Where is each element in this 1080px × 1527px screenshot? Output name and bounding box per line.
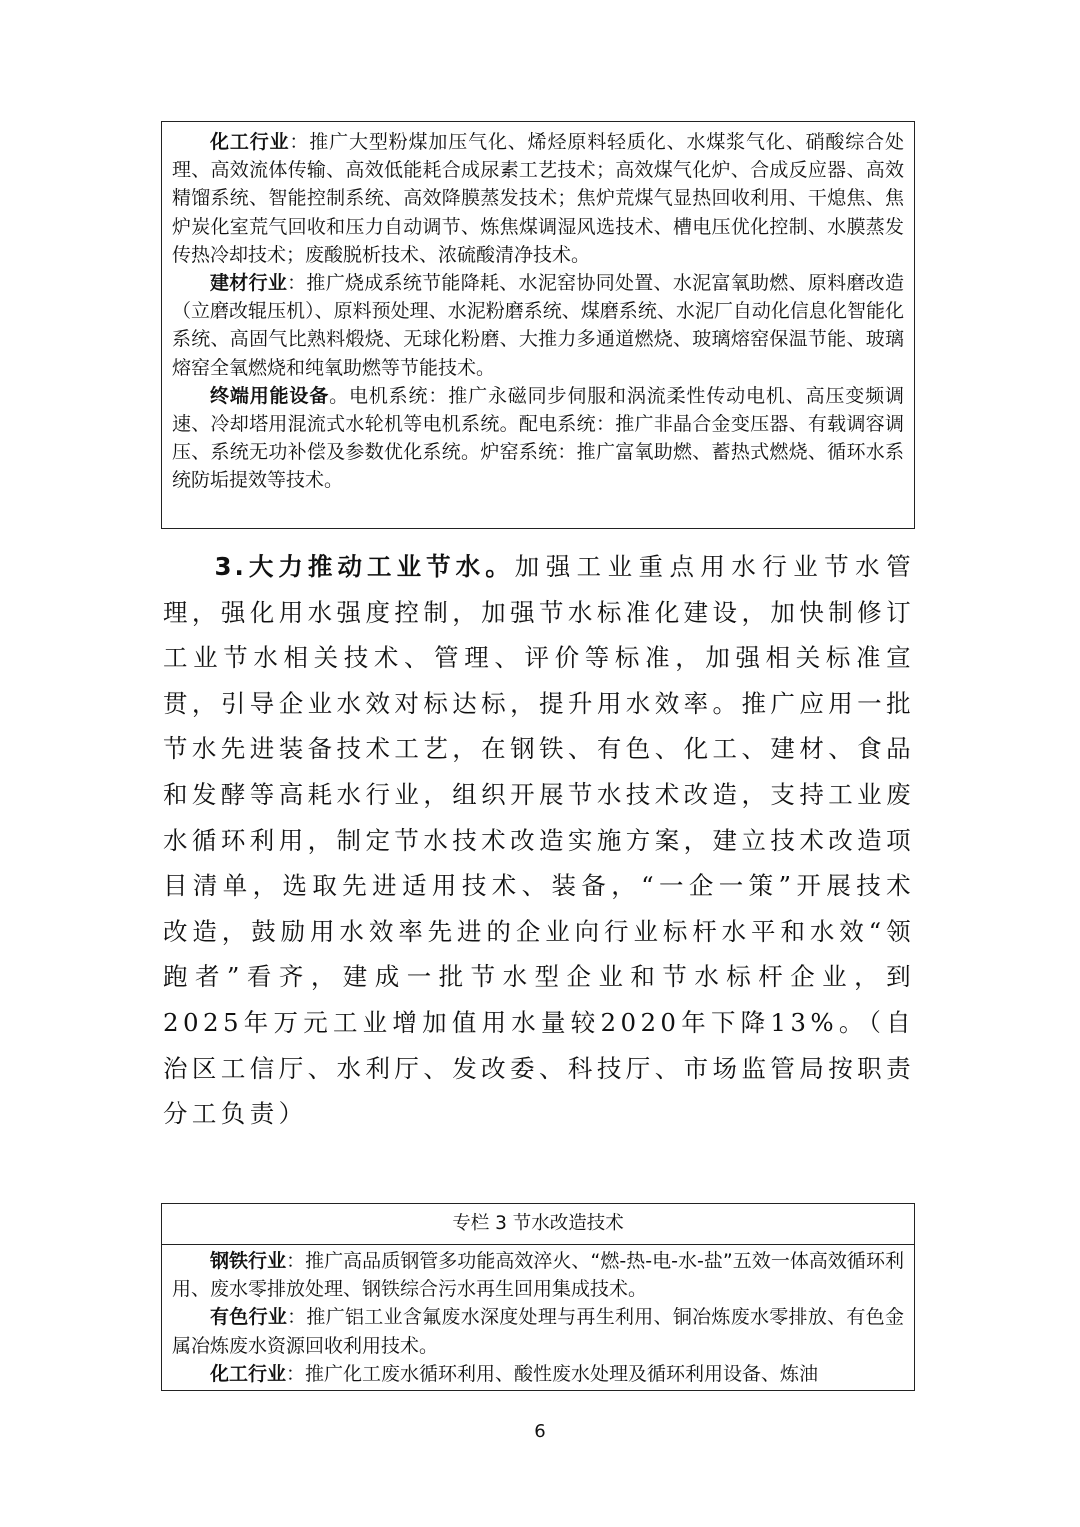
paragraph-label: 化工行业 (210, 1362, 287, 1385)
paragraph-label: 建材行业 (210, 272, 288, 295)
steel-industry-paragraph (172, 1247, 904, 1303)
water-saving-section (163, 544, 915, 1137)
paragraph-text: ：推广化工废水循环利用、酸性废水处理及循环利用设备、炼油 (286, 1362, 819, 1385)
section-heading: 3.大力推动工业节水。 (214, 552, 515, 581)
paragraph-label: 钢铁行业 (210, 1250, 287, 1272)
building-materials-paragraph (172, 269, 904, 382)
paragraph-text: ：推广大型粉煤加压气化、烯烃原料轻质化、水煤浆气化、硝酸综合处理、高效流体传输、高效低能耗合成尿素工艺技术；高效煤气化炉、合成反应器、高效精馏系统、智能控制系统、高效降膜蒸发技术；焦炉荒煤气显热回收利用、干熄焦、焦炉炭化室荒气回收和压力自动调节、炼焦煤调湿风选技术、槽电压优化控制、水膜蒸发传热冷却技术；废酸脱析技术、浓硫酸清净技术。 (172, 131, 904, 266)
paragraph-label: 化工行业 (210, 131, 290, 153)
paragraph-text: ：推广高品质钢管多功能高效淬火、“燃-热-电-水-盐”五效一体高效循环利用、废水零排放处理、钢铁综合污水再生回用集成技术。 (172, 1250, 904, 1301)
chemical-industry-paragraph (172, 1360, 904, 1388)
box-title: 专栏 3 节水改造技术 (162, 1204, 914, 1245)
paragraph-text: 。电机系统：推广永磁同步伺服和涡流柔性传动电机、高压变频调速、冷却塔用混流式水轮机等电机系统。配电系统：推广非晶合金变压器、有载调容调压、系统无功补偿及参数优化系统。炉窑系统：推广富氧助燃、蓄热式燃烧、循环水系统防垢提效等技术。 (172, 384, 904, 492)
energy-tech-box (161, 121, 915, 529)
chemical-industry-paragraph (172, 128, 904, 269)
paragraph-text: ：推广铝工业含氟废水深度处理与再生利用、铜冶炼废水零排放、有色金属冶炼废水资源回收利用技术。 (172, 1306, 904, 1357)
water-saving-tech-box (161, 1203, 915, 1391)
end-use-equipment-paragraph (172, 382, 904, 495)
section-body: 加强工业重点用水行业节水管理，强化用水强度控制，加强节水标准化建设，加快制修订工业节水相关技术、管理、评价等标准，加强相关标准宣贯，引导企业水效对标达标，提升用水效率。推广应用一批节水先进装备技术工艺，在钢铁、有色、化工、建材、食品和发酵等高耗水行业，组织开展节水技术改造，支持工业废水循环利用，制定节水技术改造实施方案，建立技术改造项目清单，选取先进适用技术、装备，“一企一策”开展技术改造，鼓励用水效率先进的企业向行业标杆水平和水效“领跑者”看齐，建成一批节水型企业和节水标杆企业，到2025年万元工业增加值用水量较2020年下降13%。（自治区工信厅、水利厅、发改委、科技厅、市场监管局按职责分工负责） (163, 552, 915, 1129)
page-number: 6 (534, 1421, 546, 1442)
nonferrous-industry-paragraph (172, 1303, 904, 1359)
paragraph-label: 有色行业 (210, 1306, 288, 1329)
paragraph-label: 终端用能设备 (210, 384, 330, 407)
box-body (162, 1245, 914, 1388)
paragraph-text: ：推广烧成系统节能降耗、水泥窑协同处置、水泥富氧助燃、原料磨改造（立磨改辊压机）、原料预处理、水泥粉磨系统、煤磨系统、水泥厂自动化信息化智能化系统、高固气比熟料煅烧、无球化粉磨、大推力多通道燃烧、玻璃熔窑保温节能、玻璃熔窑全氧燃烧和纯氧助燃等节能技术。 (172, 272, 904, 379)
